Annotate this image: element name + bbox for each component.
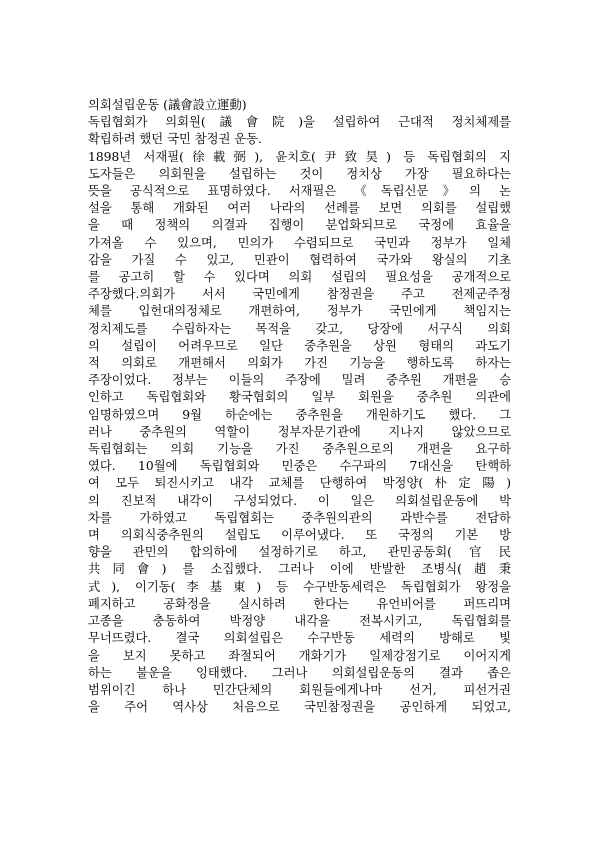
- article-title: 의회설립운동 (議會設立運動): [88, 98, 247, 112]
- body-line: 무너뜨렸다. 결국 의회설립은 수구반동 세력의 방해로 빛: [88, 631, 511, 646]
- body-line: 체를 입헌대의정체로 개편하여, 정부가 국민에게 책임지는: [88, 304, 511, 319]
- body-line: 을 주어 역사상 처음으로 국민참정권을 공인하게 되었고,: [88, 700, 511, 715]
- body-line: 인하고 독립협회와 황국협회의 일부 회원을 중추원 의관에: [88, 390, 511, 405]
- body-line: 확립하려 했던 국민 참정권 운동.: [88, 132, 262, 147]
- document-page: [88, 97, 511, 716]
- body-line: 독립협회는 의회 기능을 가진 중추원으로의 개편을 요구하: [88, 442, 511, 457]
- body-line: 설을 통해 개화된 여러 나라의 선례를 보면 의회를 설립했: [88, 201, 511, 216]
- body-line: 독립협회가 의회원(議會院)을 설립하여 근대적 정치체제를: [88, 115, 511, 130]
- body-line: 의 진보적 내각이 구성되었다. 이 일은 의회설립운동에 박: [88, 493, 511, 508]
- body-line: 향을 관민의 합의하에 설정하기로 하고, 관민공동회(官民: [88, 545, 511, 560]
- body-line: 차를 가하였고 독립협회는 중추원의관의 과반수를 전담하: [88, 510, 511, 525]
- body-line: 가져올 수 있으며, 민의가 수렴되므로 국민과 정부가 일체: [88, 235, 511, 250]
- body-line: 하는 불운을 잉태했다. 그러나 의회설립운동의 결과 좁은: [88, 665, 511, 680]
- body-line: 임명하였으며 9월 하순에는 중추원을 개원하기도 했다. 그: [88, 407, 511, 422]
- body-line: 共同會) 를 소집했다. 그러나 이에 반발한 조병식(趙秉: [88, 562, 511, 577]
- body-line: 주장이었다. 정부는 이들의 주장에 밀려 중추원 개편을 승: [88, 373, 511, 388]
- body-line: 며 의회식중추원의 설립도 이루어냈다. 또 국정의 기본 방: [88, 528, 511, 543]
- body-line: 감을 가질 수 있고, 민관이 협력하여 국가와 왕실의 기초: [88, 252, 511, 267]
- body-line: 을 때 정책의 의결과 집행이 분업화되므로 국정에 효율을: [88, 218, 511, 233]
- body-line: 을 보지 못하고 좌절되어 개화기가 일제강점기로 이어지게: [88, 648, 511, 663]
- body-line: 정치제도를 수립하자는 목적을 갖고, 당장에 서구식 의회: [88, 321, 511, 336]
- article-body: [88, 114, 511, 716]
- body-line: 였다. 10월에 독립협회와 민중은 수구파의 7대신을 탄핵하: [88, 459, 511, 474]
- body-line: 도자들은 의회원을 설립하는 것이 정치상 가장 필요하다는: [88, 166, 511, 181]
- body-line: 를 공고히 할 수 있다며 의회 설립의 필요성을 공개적으로: [88, 270, 511, 285]
- body-line: 범위이긴 하나 민간단체의 회원들에게나마 선거, 피선거권: [88, 682, 511, 697]
- body-line: 의 설립이 어려우므로 일단 중추원을 상원 형태의 과도기: [88, 338, 511, 353]
- body-line: 뜻을 공식적으로 표명하였다. 서재필은 《독립신문》의 논: [88, 184, 511, 199]
- body-line: 여 모두 퇴진시키고 내각 교체를 단행하여 박정양(朴定陽): [88, 476, 511, 491]
- body-line: 式), 이기동(李基東) 등 수구반동세력은 독립협회가 왕정을: [88, 579, 511, 594]
- body-line: 1898년 서재필(徐載弼), 윤치호(尹致昊) 등 독립협회의 지: [88, 149, 511, 164]
- body-line: 러나 중추원의 역할이 정부자문기관에 지나지 않았으므로: [88, 424, 511, 439]
- body-line: 고종을 충동하여 박정양 내각을 전복시키고, 독립협회를: [88, 614, 511, 629]
- body-line: 폐지하고 공화정을 실시하려 한다는 유언비어를 퍼뜨리며: [88, 596, 511, 611]
- body-line: 주장했다.의회가 서서 국민에게 참정권을 주고 전제군주정: [88, 287, 511, 302]
- body-line: 적 의회로 개편해서 의회가 가진 기능을 행하도록 하자는: [88, 356, 511, 371]
